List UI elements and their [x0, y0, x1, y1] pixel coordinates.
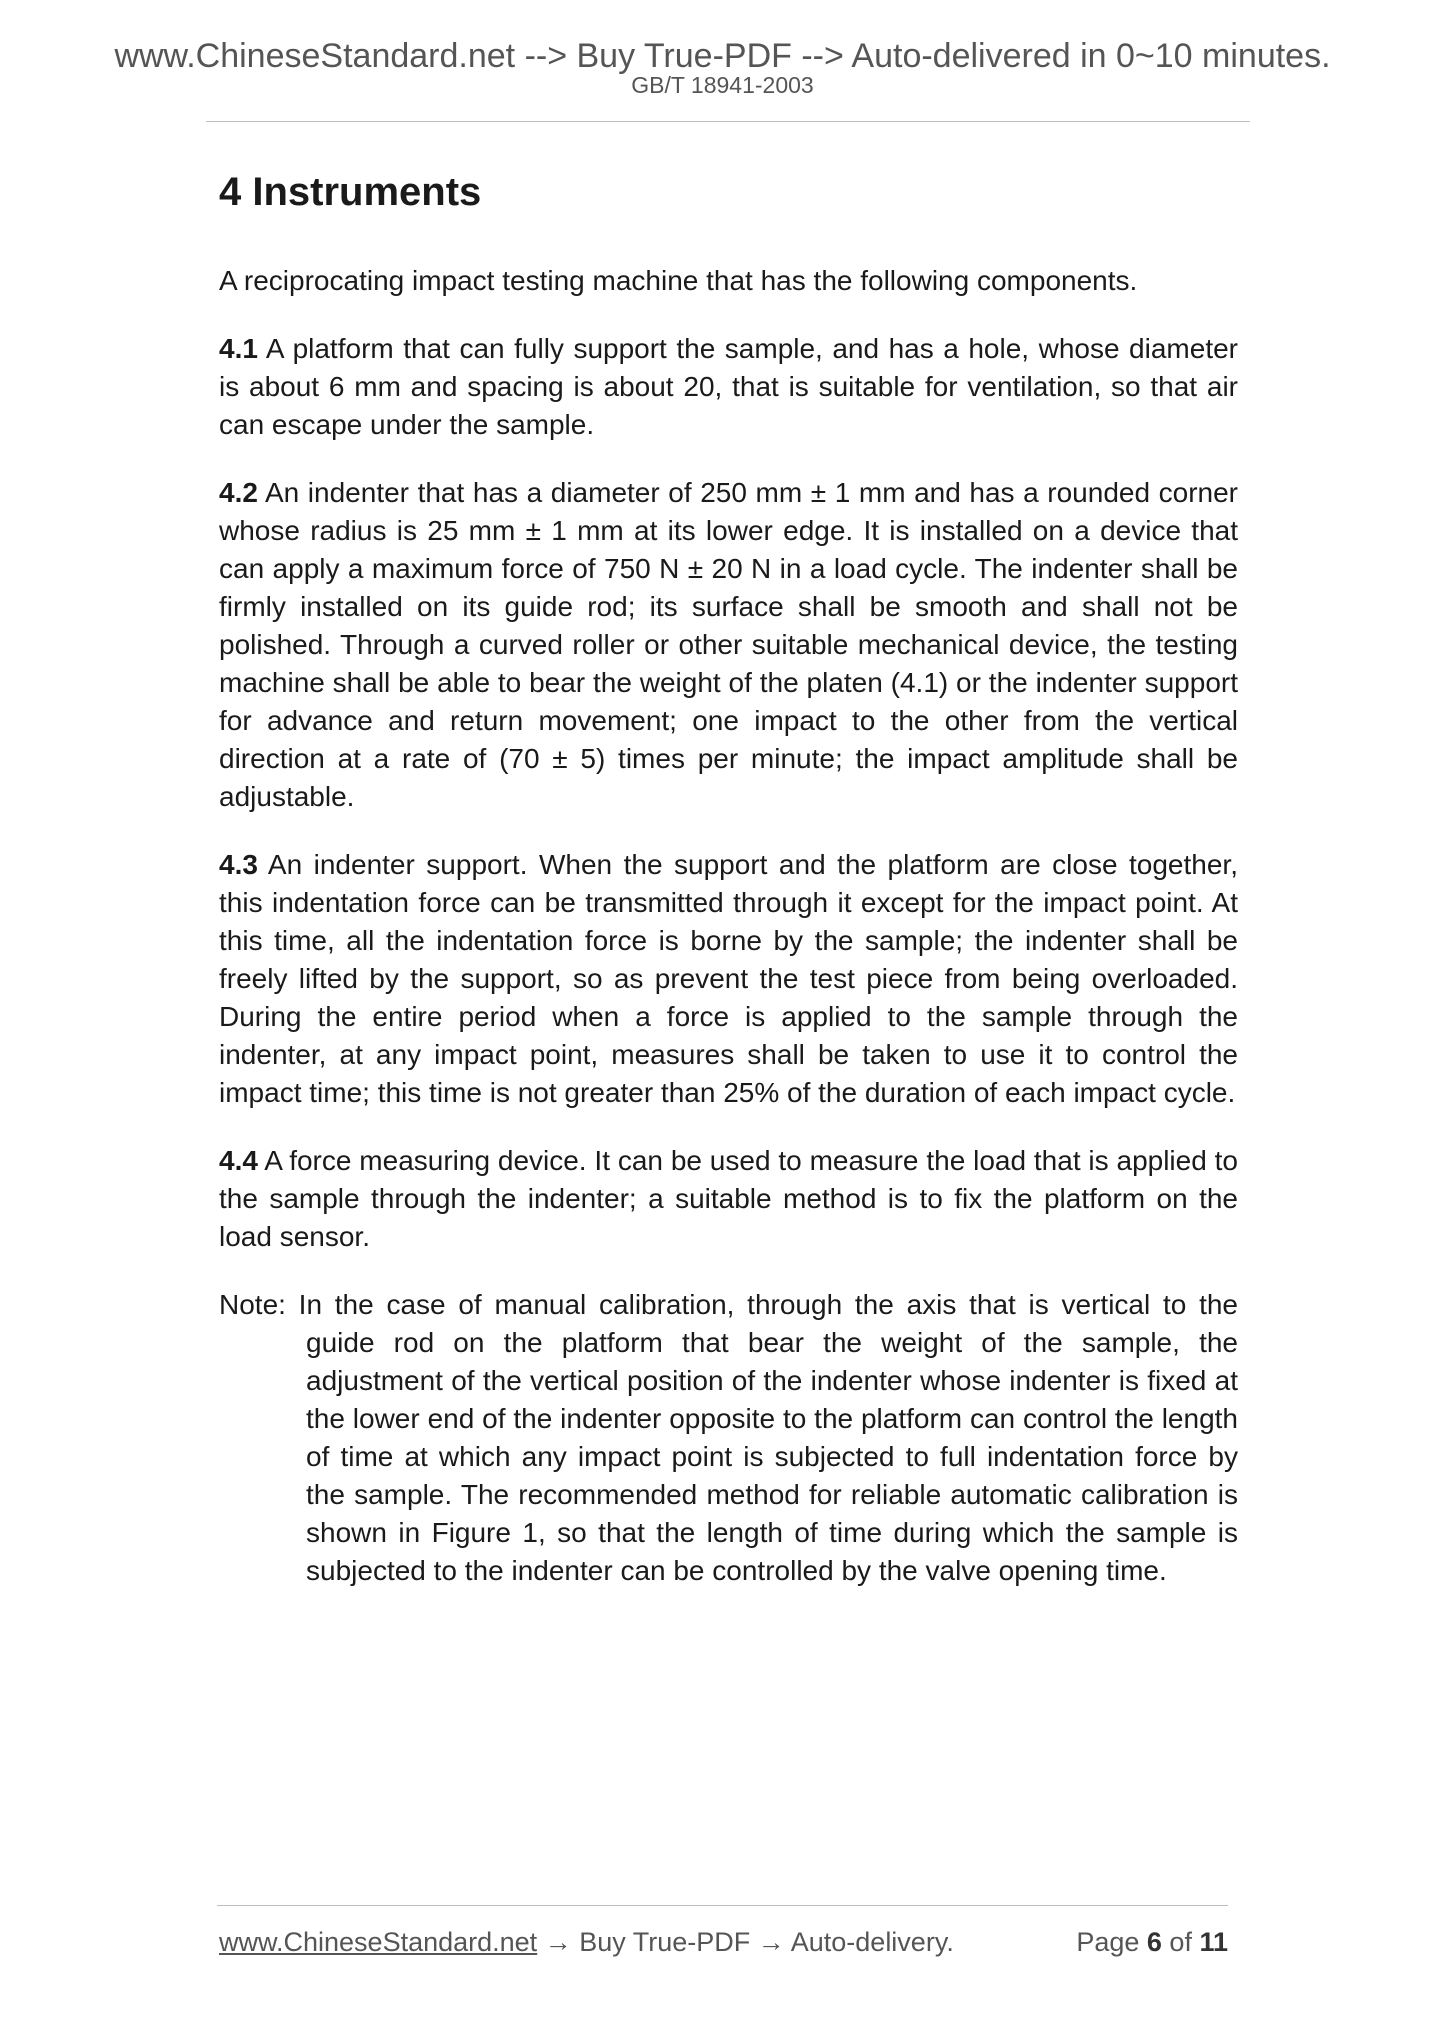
- page-of: of: [1161, 1927, 1200, 1957]
- clause-number: 4.3: [219, 849, 258, 880]
- clause-4-3: [219, 846, 1238, 1112]
- clause-4-2: [219, 474, 1238, 816]
- clause-4-4: [219, 1142, 1238, 1256]
- header-divider: [206, 121, 1250, 122]
- clause-text: A platform that can fully support the sample, and has a hole, whose diameter is about 6 mm and spacing is about 20, that is suitable for ventilation, so that air can escape under the sample.: [219, 333, 1238, 440]
- footer-tagline: → Buy True-PDF → Auto-delivery.: [537, 1927, 954, 1957]
- section-title: 4 Instruments: [219, 170, 482, 214]
- page-current: 6: [1146, 1927, 1162, 1957]
- clause-number: 4.2: [219, 477, 258, 508]
- section-intro: A reciprocating impact testing machine that has the following components.: [219, 265, 1138, 296]
- footer-left: [219, 1924, 954, 1960]
- clause-text: A force measuring device. It can be used to measure the load that is applied to the sample through the indenter; a suitable method is to fix the platform on the load sensor.: [219, 1145, 1238, 1252]
- page-footer: [219, 1924, 1228, 1960]
- site-link[interactable]: www.ChineseStandard.net: [219, 1927, 538, 1957]
- top-banner: www.ChineseStandard.net --> Buy True-PDF --> Auto-delivered in 0~10 minutes.: [114, 37, 1331, 75]
- page-total: 11: [1199, 1927, 1228, 1957]
- document-id: GB/T 18941-2003: [631, 72, 814, 98]
- clause-text: An indenter that has a diameter of 250 mm ± 1 mm and has a rounded corner whose radius is 25 mm ± 1 mm at its lower edge. It is installed on a device that can apply a maximum force of 750 N ± 20 N in a load cycle. The indenter shall be firmly installed on its guide rod; its surface shall be smooth and shall not be polished. Through a curved roller or other suitable mechanical device, the testing machine shall be able to bear the weight of the platen (4.1) or the indenter support for advance and return movement; one impact to the other from the vertical direction at a rate of (70 ± 5) times per minute; the impact amplitude shall be adjustable.: [219, 477, 1238, 812]
- note-paragraph: Note: In the case of manual calibration, through the axis that is vertical to the guide rod on the platform that bear the weight of the sample, the adjustment of the vertical position of the indenter whose indenter is fixed at the lower end of the indenter opposite to the platform can control the length of time at which any impact point is subjected to full indentation force by the sample. The recommended method for reliable automatic calibration is shown in Figure 1, so that the length of time during which the sample is subjected to the indenter can be controlled by the valve opening time.: [219, 1289, 1238, 1586]
- page-label: Page: [1076, 1927, 1147, 1957]
- page-number: [1076, 1924, 1228, 1960]
- footer-divider: [217, 1905, 1228, 1906]
- clause-text: An indenter support. When the support and the platform are close together, this indentation force can be transmitted through it except for the impact point. At this time, all the indentation force is borne by the sample; the indenter shall be freely lifted by the support, so as prevent the test piece from being overloaded. During the entire period when a force is applied to the sample through the indenter, at any impact point, measures shall be taken to use it to control the impact time; this time is not greater than 25% of the duration of each impact cycle.: [219, 849, 1238, 1108]
- page-content: [219, 168, 1238, 1590]
- clause-4-1: [219, 330, 1238, 444]
- clause-number: 4.4: [219, 1145, 258, 1176]
- clause-number: 4.1: [219, 333, 258, 364]
